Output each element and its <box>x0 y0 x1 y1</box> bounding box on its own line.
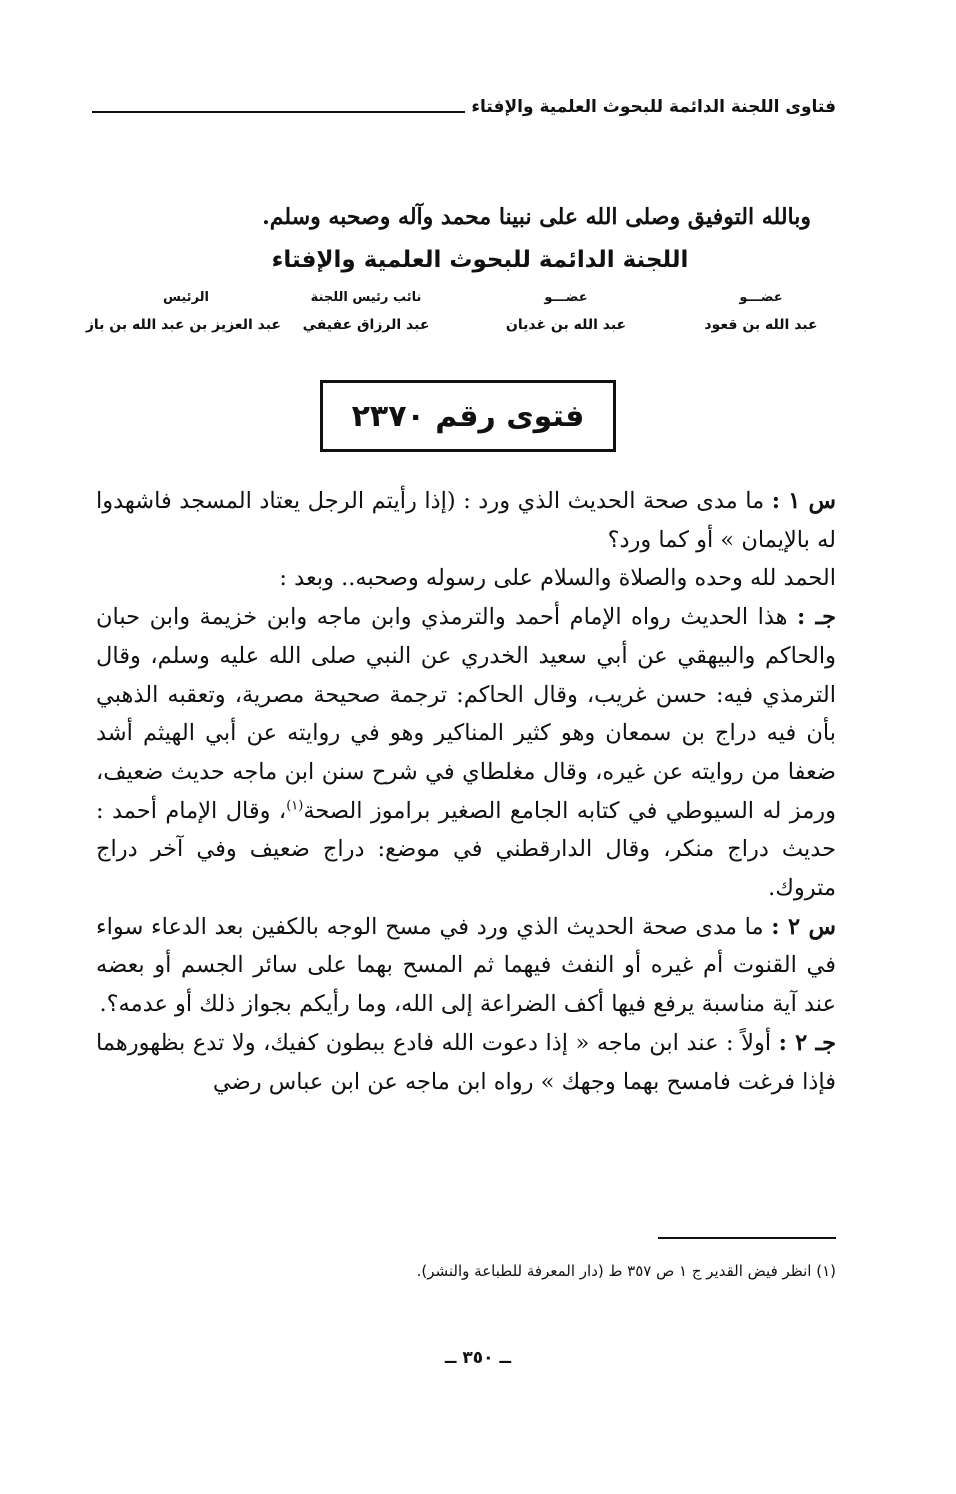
question-text: ما مدى صحة الحديث الذي ورد : (إذا رأيتم الرجل يعتاد المسجد فاشهدوا له بالإيمان » أو كما ورد؟ <box>96 488 836 553</box>
praise-line <box>96 559 836 598</box>
fatwa-body <box>96 482 836 1101</box>
signatory-role: عضـــو <box>739 290 783 305</box>
running-header-title: فتاوى اللجنة الدائمة للبحوث العلمية والإفتاء <box>471 97 836 117</box>
signatory-name: عبد العزيز بن عبد الله بن باز <box>85 317 281 333</box>
answer-1 <box>96 598 836 908</box>
running-header <box>92 92 836 122</box>
question-1 <box>96 482 836 559</box>
signatory-role: الرئيس <box>163 290 209 305</box>
footnote: (١) انظر فيض القدير ج ١ ص ٣٥٧ ط (دار المعرفة للطباعة والنشر). <box>416 1262 836 1280</box>
answer-label: جـ : <box>797 604 836 631</box>
answer-label: جـ ٢ : <box>778 1029 836 1056</box>
answer-text-continued: ، وقال الإمام أحمد : حديث دراج منكر، وقال الدارقطني في موضع: دراج ضعيف وفي آخر دراج متروك. <box>96 797 836 902</box>
signatory-name: عبد الله بن غديان <box>505 317 627 333</box>
footnote-marker: (١) <box>286 798 304 814</box>
answer-text: هذا الحديث رواه الإمام أحمد والترمذي وابن ماجه وابن خزيمة وابن حبان والحاكم والبيهقي عن أبي سعيد الخدري عن النبي صلى الله عليه وسلم، وقال الترمذي فيه: حسن غريب، وقال الحاكم: ترجمة صحيحة مصرية، وتعقبه الذهبي بأن فيه دراج بن سمعان وهو كثير المناكير وهو في روايته عن أبي الهيثم أشد ضعفا من روايته عن غيره، وقال مغلطاي في شرح سنن ابن ماجه حديث ضعيف، ورمز له السيوطي في كتابه الجامع الصغير براموز الصحة <box>96 604 836 824</box>
signatory-chairman <box>85 286 281 340</box>
page-number: ــ ٣٥٠ ــ <box>444 1348 512 1368</box>
footnote-separator <box>658 1237 836 1239</box>
answer-text: أولاً : عند ابن ماجه « إذا دعوت الله فادع ببطون كفيك، ولا تدع بظهورهما فإذا فرغت فامسح بهما وجهك » رواه ابن ماجه عن ابن عباس رضي <box>96 1029 836 1095</box>
signatory-role: نائب رئيس اللجنة <box>310 290 422 305</box>
signatory-vice-chairman <box>281 286 451 340</box>
header-rule <box>92 111 465 113</box>
signatory-name: عبد الله بن قعود <box>704 317 818 333</box>
signatory-name: عبد الرزاق عفيفي <box>302 317 430 333</box>
signatories <box>85 286 836 346</box>
committee-name: اللجنة الدائمة للبحوث العلمية والإفتاء <box>271 247 689 273</box>
praise-text: الحمد لله وحده والصلاة والسلام على رسوله وصحبه.. وبعد : <box>279 565 836 592</box>
signatory-member-1 <box>686 286 836 340</box>
answer-2 <box>96 1024 836 1101</box>
signatory-member-2 <box>481 286 651 340</box>
signatory-role: عضـــو <box>544 290 588 305</box>
question-text: ما مدى صحة الحديث الذي ورد في مسح الوجه بالكفين بعد الدعاء سواء في القنوت أم غيره أو النفث فيهما ثم المسح بهما على سائر الجسم أو بعضه عند آية مناسبة يرفع فيها أكف الضراعة إلى الله، وما رأيكم بجواز ذلك أو عدمه؟. <box>96 913 836 1018</box>
fatwa-number-box <box>320 380 616 452</box>
question-label: س ١ : <box>771 488 836 514</box>
fatwa-heading: فتوى رقم ٢٣٧٠ <box>351 398 585 434</box>
closing-salutation: وبالله التوفيق وصلى الله على نبينا محمد وآله وصحبه وسلم. <box>262 204 811 230</box>
question-label: س ٢ : <box>771 913 836 940</box>
question-2 <box>96 908 836 1024</box>
